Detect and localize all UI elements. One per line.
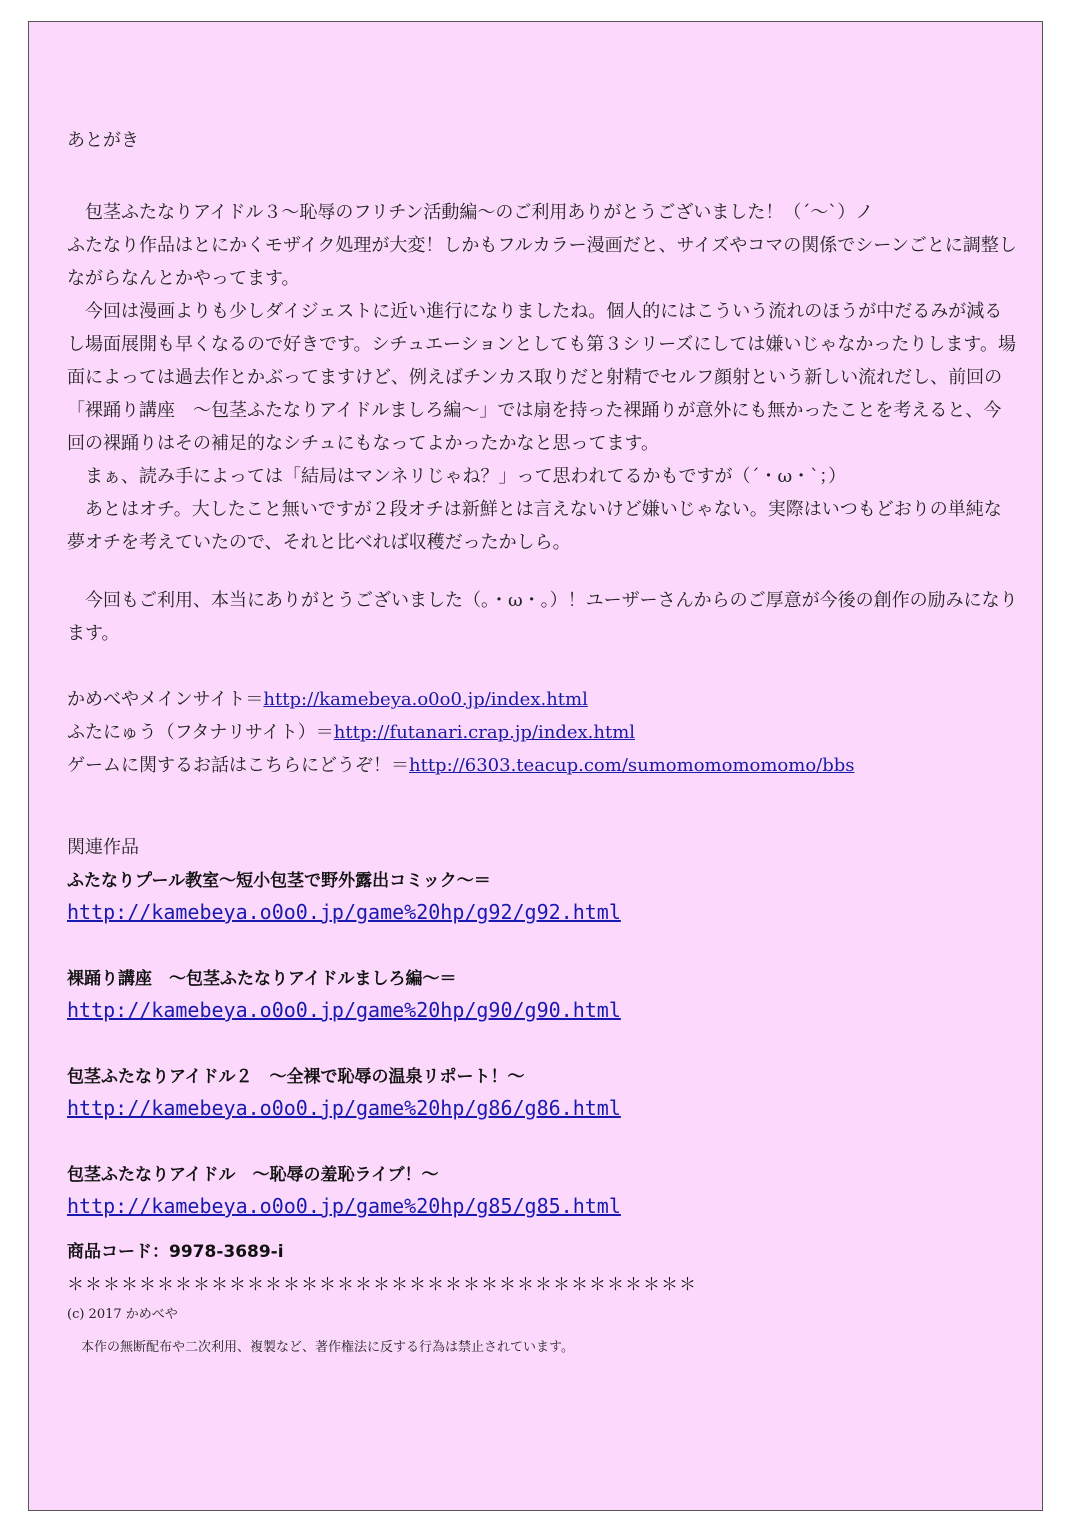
futanari-site-link[interactable]: http://futanari.crap.jp/index.html (333, 722, 636, 743)
related-title: 裸踊り講座 ～包茎ふたなりアイドルましろ編～＝ (67, 969, 457, 989)
link-line-bbs (67, 749, 1019, 782)
related-title: 包茎ふたなりアイドル２ ～全裸で恥辱の温泉リポート！～ (67, 1067, 525, 1087)
related-item (67, 1063, 1019, 1125)
afterword-heading: あとがき (67, 130, 139, 151)
copyright: (c) 2017 かめべや (67, 1307, 178, 1322)
link-line-futanari-site (67, 716, 1019, 749)
product-code: 商品コード：9978-3689-i (67, 1242, 284, 1262)
paragraph-4: まぁ、読み手によっては「結局はマンネリじゃね？」って思われてるかもですが（´・ω・`；） (85, 466, 847, 487)
related-link[interactable]: http://kamebeya.o0o0.jp/game%20hp/g86/g86.html (67, 1096, 621, 1120)
links-block (67, 683, 1019, 782)
legal-notice: 本作の無断配布や二次利用、複製など、著作権法に反する行為は禁止されています。 (81, 1340, 574, 1355)
thanks-paragraph: 今回もご利用、本当にありがとうございました（。・ω・。）！ユーザーさんからのご厚意が今後の創作の励みになります。 (67, 590, 1018, 644)
thanks-block (67, 584, 1019, 650)
link-label: ふたにゅう（フタナリサイト）＝ (67, 722, 334, 743)
document-page (28, 21, 1043, 1511)
related-heading: 関連作品 (67, 837, 139, 858)
bbs-link[interactable]: http://6303.teacup.com/sumomomomomomo/bbs (409, 755, 855, 776)
related-link[interactable]: http://kamebeya.o0o0.jp/game%20hp/g90/g90.html (67, 998, 621, 1022)
related-title: 包茎ふたなりアイドル ～恥辱の羞恥ライブ！～ (67, 1165, 439, 1185)
related-item (67, 867, 1019, 929)
paragraph-3: 今回は漫画よりも少しダイジェストに近い進行になりましたね。個人的にはこういう流れのほうが中だるみが減るし場面展開も早くなるので好きです。シチュエーションとしても第３シリーズにしては嫌いじゃなかったりします。場面によっては過去作とかぶってますけど、例えばチンカス取りだと射精でセルフ顔射という新しい流れだし、前回の「裸踊り講座 ～包茎ふたなりアイドルましろ編～」では扇を持った裸踊りが意外にも無かったことを考えると、今回の裸踊りはその補足的なシチュにもなってよかったかなと思ってます。 (67, 301, 1016, 454)
main-site-link[interactable]: http://kamebeya.o0o0.jp/index.html (263, 689, 588, 710)
paragraph-2: ふたなり作品はとにかくモザイク処理が大変！しかもフルカラー漫画だと、サイズやコマの関係でシーンごとに調整しながらなんとかやってます。 (67, 235, 1017, 289)
related-link[interactable]: http://kamebeya.o0o0.jp/game%20hp/g85/g85.html (67, 1194, 621, 1218)
related-heading-block (67, 831, 1019, 864)
paragraph-1: 包茎ふたなりアイドル３～恥辱のフリチン活動編～のご利用ありがとうございました！（´～`）ノ (85, 202, 874, 223)
paragraph-5: あとはオチ。大したこと無いですが２段オチは新鮮とは言えないけど嫌いじゃない。実際はいつもどおりの単純な夢オチを考えていたので、それと比べれば収穫だったかしら。 (67, 499, 1002, 553)
link-label: かめべやメインサイト＝ (67, 689, 264, 710)
link-line-main-site (67, 683, 1019, 716)
afterword-body (67, 196, 1019, 559)
related-link[interactable]: http://kamebeya.o0o0.jp/game%20hp/g92/g92.html (67, 900, 621, 924)
related-item (67, 965, 1019, 1027)
link-label: ゲームに関するお話はこちらにどうぞ！＝ (67, 755, 409, 776)
related-item (67, 1161, 1019, 1223)
star-divider: ＊＊＊＊＊＊＊＊＊＊＊＊＊＊＊＊＊＊＊＊＊＊＊＊＊＊＊＊＊＊＊＊＊＊＊ (67, 1275, 697, 1295)
related-title: ふたなりプール教室～短小包茎で野外露出コミック～＝ (67, 871, 491, 891)
